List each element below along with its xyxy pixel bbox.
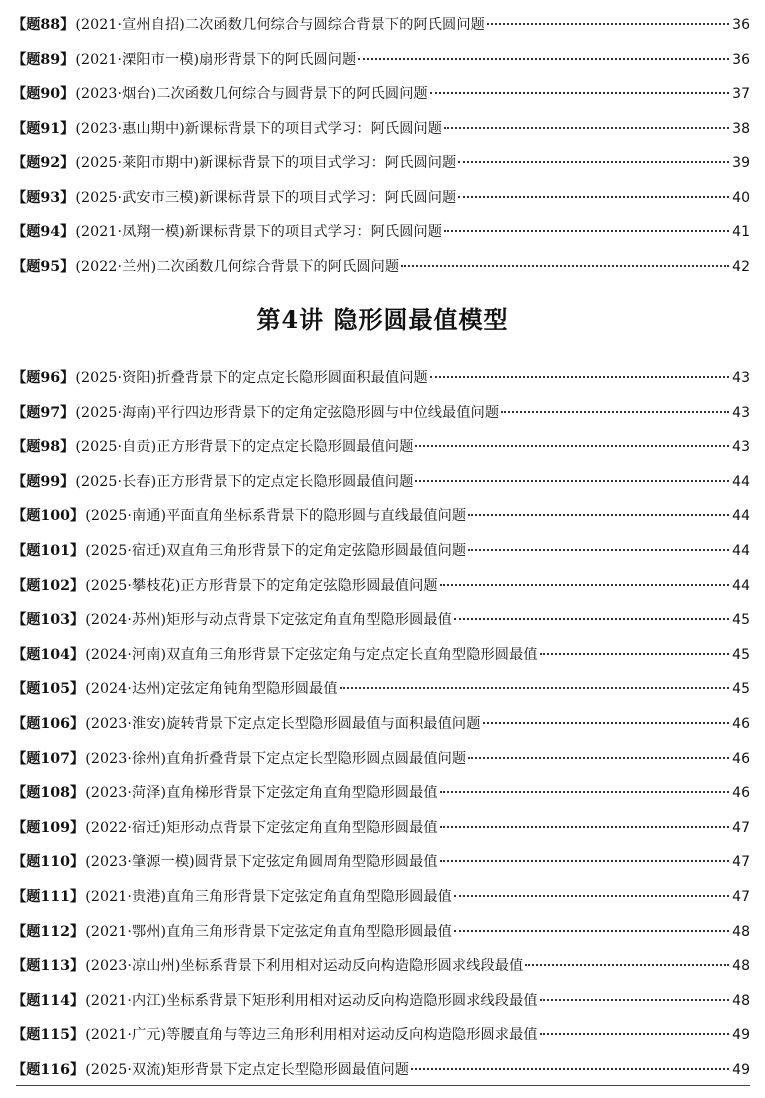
entry-number: 题89: [26, 51, 61, 68]
dot-leader: [401, 264, 729, 267]
entry-page-number: 44: [732, 473, 750, 490]
entry-title: (2021·内江)坐标系背景下矩形利用相对运动反向构造隐形圆求线段最值: [85, 992, 538, 1009]
entry-page-number: 48: [732, 992, 750, 1009]
entry-page-number: 36: [732, 17, 750, 33]
entry-page-number: 48: [732, 923, 750, 940]
toc-entry[interactable]: [12, 43, 750, 78]
entry-title: (2025·自贡)正方形背景下的定点定长隐形圆最值问题: [75, 439, 414, 456]
entry-bracket-close: 】: [60, 224, 75, 240]
toc-entry[interactable]: [12, 707, 750, 742]
entry-bracket-close: 】: [70, 715, 85, 732]
dot-leader: [468, 548, 729, 551]
dot-leader: [454, 894, 729, 897]
entry-number: 题112: [26, 923, 71, 940]
entry-page-number: 43: [732, 404, 750, 421]
entry-bracket-open: 【: [12, 51, 27, 68]
dot-leader: [454, 617, 729, 620]
entry-title: (2021·宣州自招)二次函数几何综合与圆综合背景下的阿氏圆问题: [75, 17, 485, 33]
entry-page-number: 48: [732, 958, 750, 975]
entry-title: (2024·苏州)矩形与动点背景下定弦定角直角型隐形圆最值: [85, 612, 452, 629]
toc-entry[interactable]: [12, 811, 750, 846]
entry-bracket-open: 【: [12, 992, 27, 1009]
entry-bracket-open: 【: [12, 86, 27, 102]
entry-number: 题94: [26, 224, 61, 240]
entry-bracket-open: 【: [12, 923, 27, 940]
entry-bracket-open: 【: [12, 508, 27, 525]
entry-bracket-close: 】: [70, 923, 85, 940]
entry-number: 题114: [26, 992, 71, 1009]
entry-title: (2021·鄂州)直角三角形背景下定弦定角直角型隐形圆最值: [85, 923, 452, 940]
toc-entry[interactable]: [12, 181, 750, 216]
bottom-rule: [16, 1085, 750, 1086]
dot-leader: [483, 721, 729, 724]
dot-leader: [458, 160, 729, 163]
toc-entry[interactable]: [12, 672, 750, 707]
entry-bracket-close: 】: [60, 439, 75, 456]
entry-number: 题91: [26, 120, 61, 137]
toc-entry[interactable]: [12, 430, 750, 465]
dot-leader: [340, 686, 729, 689]
entry-bracket-close: 】: [60, 258, 75, 275]
entry-number: 题97: [26, 404, 61, 421]
entry-bracket-close: 】: [60, 17, 75, 33]
entry-bracket-open: 【: [12, 473, 27, 490]
entry-page-number: 39: [732, 155, 750, 171]
dot-leader: [540, 652, 729, 655]
entry-bracket-close: 】: [60, 473, 75, 490]
entry-number: 题106: [26, 715, 71, 732]
toc-entry[interactable]: [12, 915, 750, 950]
entry-bracket-open: 【: [12, 155, 27, 171]
entry-title: (2025·资阳)折叠背景下的定点定长隐形圆面积最值问题: [75, 370, 428, 386]
entry-title: (2023·徐州)直角折叠背景下定点定长型隐形圆点圆最值问题: [85, 750, 467, 767]
toc-entry[interactable]: [12, 880, 750, 915]
entry-bracket-close: 】: [70, 992, 85, 1009]
toc-entry[interactable]: [12, 534, 750, 569]
entry-page-number: 47: [732, 854, 750, 871]
entry-title: (2025·宿迁)双直角三角形背景下的定角定弦隐形圆最值问题: [85, 542, 467, 559]
entry-page-number: 46: [732, 750, 750, 767]
entry-number: 题111: [26, 888, 71, 905]
entry-number: 题98: [26, 439, 61, 456]
toc-entry[interactable]: [12, 396, 750, 431]
entry-title: (2022·宿迁)矩形动点背景下定弦定角直角型隐形圆最值: [85, 819, 438, 836]
entry-title: (2023·惠山期中)新课标背景下的项目式学习：阿氏圆问题: [75, 120, 443, 137]
entry-number: 题93: [26, 189, 61, 206]
entry-page-number: 43: [732, 370, 750, 386]
entry-bracket-open: 【: [12, 750, 27, 767]
entry-bracket-close: 】: [70, 646, 85, 663]
toc-entry[interactable]: [12, 250, 750, 285]
entry-number: 题116: [26, 1061, 71, 1078]
entry-bracket-open: 【: [12, 542, 27, 559]
entry-bracket-close: 】: [60, 120, 75, 137]
toc-entry[interactable]: [12, 215, 750, 250]
entry-page-number: 45: [732, 646, 750, 663]
dot-leader: [415, 444, 729, 447]
entry-page-number: 46: [732, 785, 750, 802]
entry-number: 题105: [26, 681, 71, 698]
entry-bracket-close: 】: [60, 370, 75, 386]
entry-bracket-open: 【: [12, 1027, 27, 1044]
entry-title: (2021·溧阳市一模)扇形背景下的阿氏圆问题: [75, 51, 357, 68]
toc-entry[interactable]: [12, 77, 750, 112]
entry-page-number: 43: [732, 439, 750, 456]
entry-bracket-close: 】: [70, 577, 85, 594]
entry-bracket-close: 】: [70, 612, 85, 629]
entry-number: 题109: [26, 819, 71, 836]
entry-title: (2025·攀枝花)正方形背景下的定角定弦隐形圆最值问题: [85, 577, 438, 594]
toc-list-part2: [12, 361, 750, 1087]
entry-page-number: 47: [732, 819, 750, 836]
entry-bracket-open: 【: [12, 958, 27, 975]
toc-entry[interactable]: [12, 638, 750, 673]
entry-title: (2025·武安市三模)新课标背景下的项目式学习：阿氏圆问题: [75, 189, 457, 206]
entry-number: 题107: [26, 750, 71, 767]
dot-leader: [525, 963, 729, 966]
dot-leader: [415, 479, 729, 482]
entry-bracket-open: 【: [12, 370, 27, 386]
entry-title: (2021·贵港)直角三角形背景下定弦定角直角型隐形圆最值: [85, 888, 452, 905]
entry-title: (2021·广元)等腰直角与等边三角形利用相对运动反向构造隐形圆求最值: [85, 1027, 538, 1044]
entry-number: 题108: [26, 785, 71, 802]
entry-page-number: 44: [732, 508, 750, 525]
entry-number: 题101: [26, 542, 71, 559]
entry-number: 题88: [26, 17, 61, 33]
entry-page-number: 49: [732, 1061, 750, 1078]
entry-number: 题115: [26, 1027, 71, 1044]
dot-leader: [358, 57, 729, 60]
entry-bracket-close: 】: [70, 681, 85, 698]
entry-page-number: 41: [732, 224, 750, 240]
entry-bracket-open: 【: [12, 189, 27, 206]
entry-page-number: 45: [732, 681, 750, 698]
entry-bracket-close: 】: [70, 750, 85, 767]
dot-leader: [411, 1067, 729, 1070]
entry-bracket-close: 】: [60, 51, 75, 68]
entry-bracket-open: 【: [12, 1061, 27, 1078]
entry-title: (2023·淮安)旋转背景下定点定长型隐形圆最值与面积最值问题: [85, 715, 481, 732]
entry-bracket-open: 【: [12, 120, 27, 137]
entry-bracket-open: 【: [12, 17, 27, 33]
entry-bracket-close: 】: [60, 189, 75, 206]
entry-number: 题99: [26, 473, 61, 490]
entry-bracket-open: 【: [12, 439, 27, 456]
entry-bracket-close: 】: [70, 1061, 85, 1078]
entry-bracket-open: 【: [12, 888, 27, 905]
dot-leader: [440, 790, 729, 793]
toc-entry[interactable]: [12, 465, 750, 500]
entry-title: (2025·长春)正方形背景下的定点定长隐形圆最值问题: [75, 473, 414, 490]
entry-bracket-close: 】: [70, 1027, 85, 1044]
entry-number: 题96: [26, 370, 61, 386]
entry-bracket-close: 】: [60, 404, 75, 421]
entry-title: (2024·达州)定弦定角钝角型隐形圆最值: [85, 681, 338, 698]
entry-bracket-open: 【: [12, 785, 27, 802]
entry-number: 题113: [26, 958, 71, 975]
entry-title: (2023·烟台)二次函数几何综合与圆背景下的阿氏圆问题: [75, 86, 428, 102]
dot-leader: [440, 859, 729, 862]
entry-page-number: 40: [732, 189, 750, 206]
entry-page-number: 47: [732, 888, 750, 905]
entry-page-number: 45: [732, 612, 750, 629]
entry-number: 题110: [26, 854, 71, 871]
dot-leader: [540, 998, 729, 1001]
entry-title: (2025·双流)矩形背景下定点定长型隐形圆最值问题: [85, 1061, 410, 1078]
entry-page-number: 38: [732, 120, 750, 137]
dot-leader: [440, 583, 729, 586]
entry-number: 题92: [26, 155, 61, 171]
section-heading: 第4讲 隐形圆最值模型: [256, 305, 509, 334]
entry-bracket-open: 【: [12, 612, 27, 629]
entry-page-number: 42: [732, 258, 750, 275]
entry-title: (2023·菏泽)直角梯形背景下定弦定角直角型隐形圆最值: [85, 785, 438, 802]
entry-page-number: 49: [732, 1027, 750, 1044]
toc-entry[interactable]: [12, 984, 750, 1019]
toc-list-part1: [12, 8, 750, 284]
entry-title: (2022·兰州)二次函数几何综合背景下的阿氏圆问题: [75, 258, 400, 275]
entry-number: 题102: [26, 577, 71, 594]
toc-entry[interactable]: [12, 603, 750, 638]
dot-leader: [468, 513, 729, 516]
dot-leader: [468, 756, 729, 759]
entry-title: (2025·南通)平面直角坐标系背景下的隐形圆与直线最值问题: [85, 508, 467, 525]
dot-leader: [440, 825, 729, 828]
toc-entry[interactable]: [12, 776, 750, 811]
toc-entry[interactable]: [12, 499, 750, 534]
entry-number: 题90: [26, 86, 61, 102]
entry-bracket-open: 【: [12, 577, 27, 594]
entry-bracket-open: 【: [12, 258, 27, 275]
dot-leader: [444, 126, 729, 129]
entry-bracket-close: 】: [70, 785, 85, 802]
entry-title: (2024·河南)双直角三角形背景下定弦定角与定点定长直角型隐形圆最值: [85, 646, 538, 663]
entry-bracket-open: 【: [12, 715, 27, 732]
dot-leader: [540, 1032, 729, 1035]
entry-bracket-close: 】: [70, 542, 85, 559]
entry-bracket-close: 】: [60, 86, 75, 102]
entry-bracket-close: 】: [70, 508, 85, 525]
dot-leader: [430, 375, 729, 378]
entry-page-number: 36: [732, 51, 750, 68]
entry-bracket-open: 【: [12, 854, 27, 871]
entry-number: 题95: [26, 258, 61, 275]
toc-entry[interactable]: [12, 1053, 750, 1088]
entry-title: (2023·凉山州)坐标系背景下利用相对运动反向构造隐形圆求线段最值: [85, 958, 524, 975]
entry-bracket-open: 【: [12, 404, 27, 421]
entry-page-number: 44: [732, 542, 750, 559]
entry-number: 题103: [26, 612, 71, 629]
dot-leader: [454, 929, 729, 932]
entry-page-number: 46: [732, 715, 750, 732]
dot-leader: [487, 22, 729, 25]
entry-bracket-close: 】: [70, 888, 85, 905]
toc-entry[interactable]: [12, 8, 750, 43]
entry-title: (2025·海南)平行四边形背景下的定角定弦隐形圆与中位线最值问题: [75, 404, 500, 421]
toc-entry[interactable]: [12, 112, 750, 147]
entry-number: 题100: [26, 508, 71, 525]
dot-leader: [444, 229, 729, 232]
toc-entry[interactable]: [12, 949, 750, 984]
dot-leader: [458, 195, 729, 198]
entry-title: (2021·凤翔一模)新课标背景下的项目式学习：阿氏圆问题: [75, 224, 443, 240]
entry-bracket-open: 【: [12, 819, 27, 836]
entry-bracket-open: 【: [12, 224, 27, 240]
entry-bracket-open: 【: [12, 646, 27, 663]
dot-leader: [501, 410, 729, 413]
toc-entry[interactable]: [12, 361, 750, 396]
entry-page-number: 44: [732, 577, 750, 594]
dot-leader: [430, 91, 729, 94]
toc-entry[interactable]: [12, 1018, 750, 1053]
entry-title: (2025·莱阳市期中)新课标背景下的项目式学习：阿氏圆问题: [75, 155, 457, 171]
entry-bracket-close: 】: [70, 958, 85, 975]
toc-entry[interactable]: [12, 845, 750, 880]
entry-number: 题104: [26, 646, 71, 663]
toc-entry[interactable]: [12, 569, 750, 604]
entry-title: (2023·肇源一模)圆背景下定弦定角圆周角型隐形圆最值: [85, 854, 438, 871]
entry-bracket-open: 【: [12, 681, 27, 698]
entry-bracket-close: 】: [60, 155, 75, 171]
entry-bracket-close: 】: [70, 854, 85, 871]
toc-entry[interactable]: [12, 146, 750, 181]
toc-entry[interactable]: [12, 742, 750, 777]
entry-bracket-close: 】: [70, 819, 85, 836]
entry-page-number: 37: [732, 86, 750, 102]
